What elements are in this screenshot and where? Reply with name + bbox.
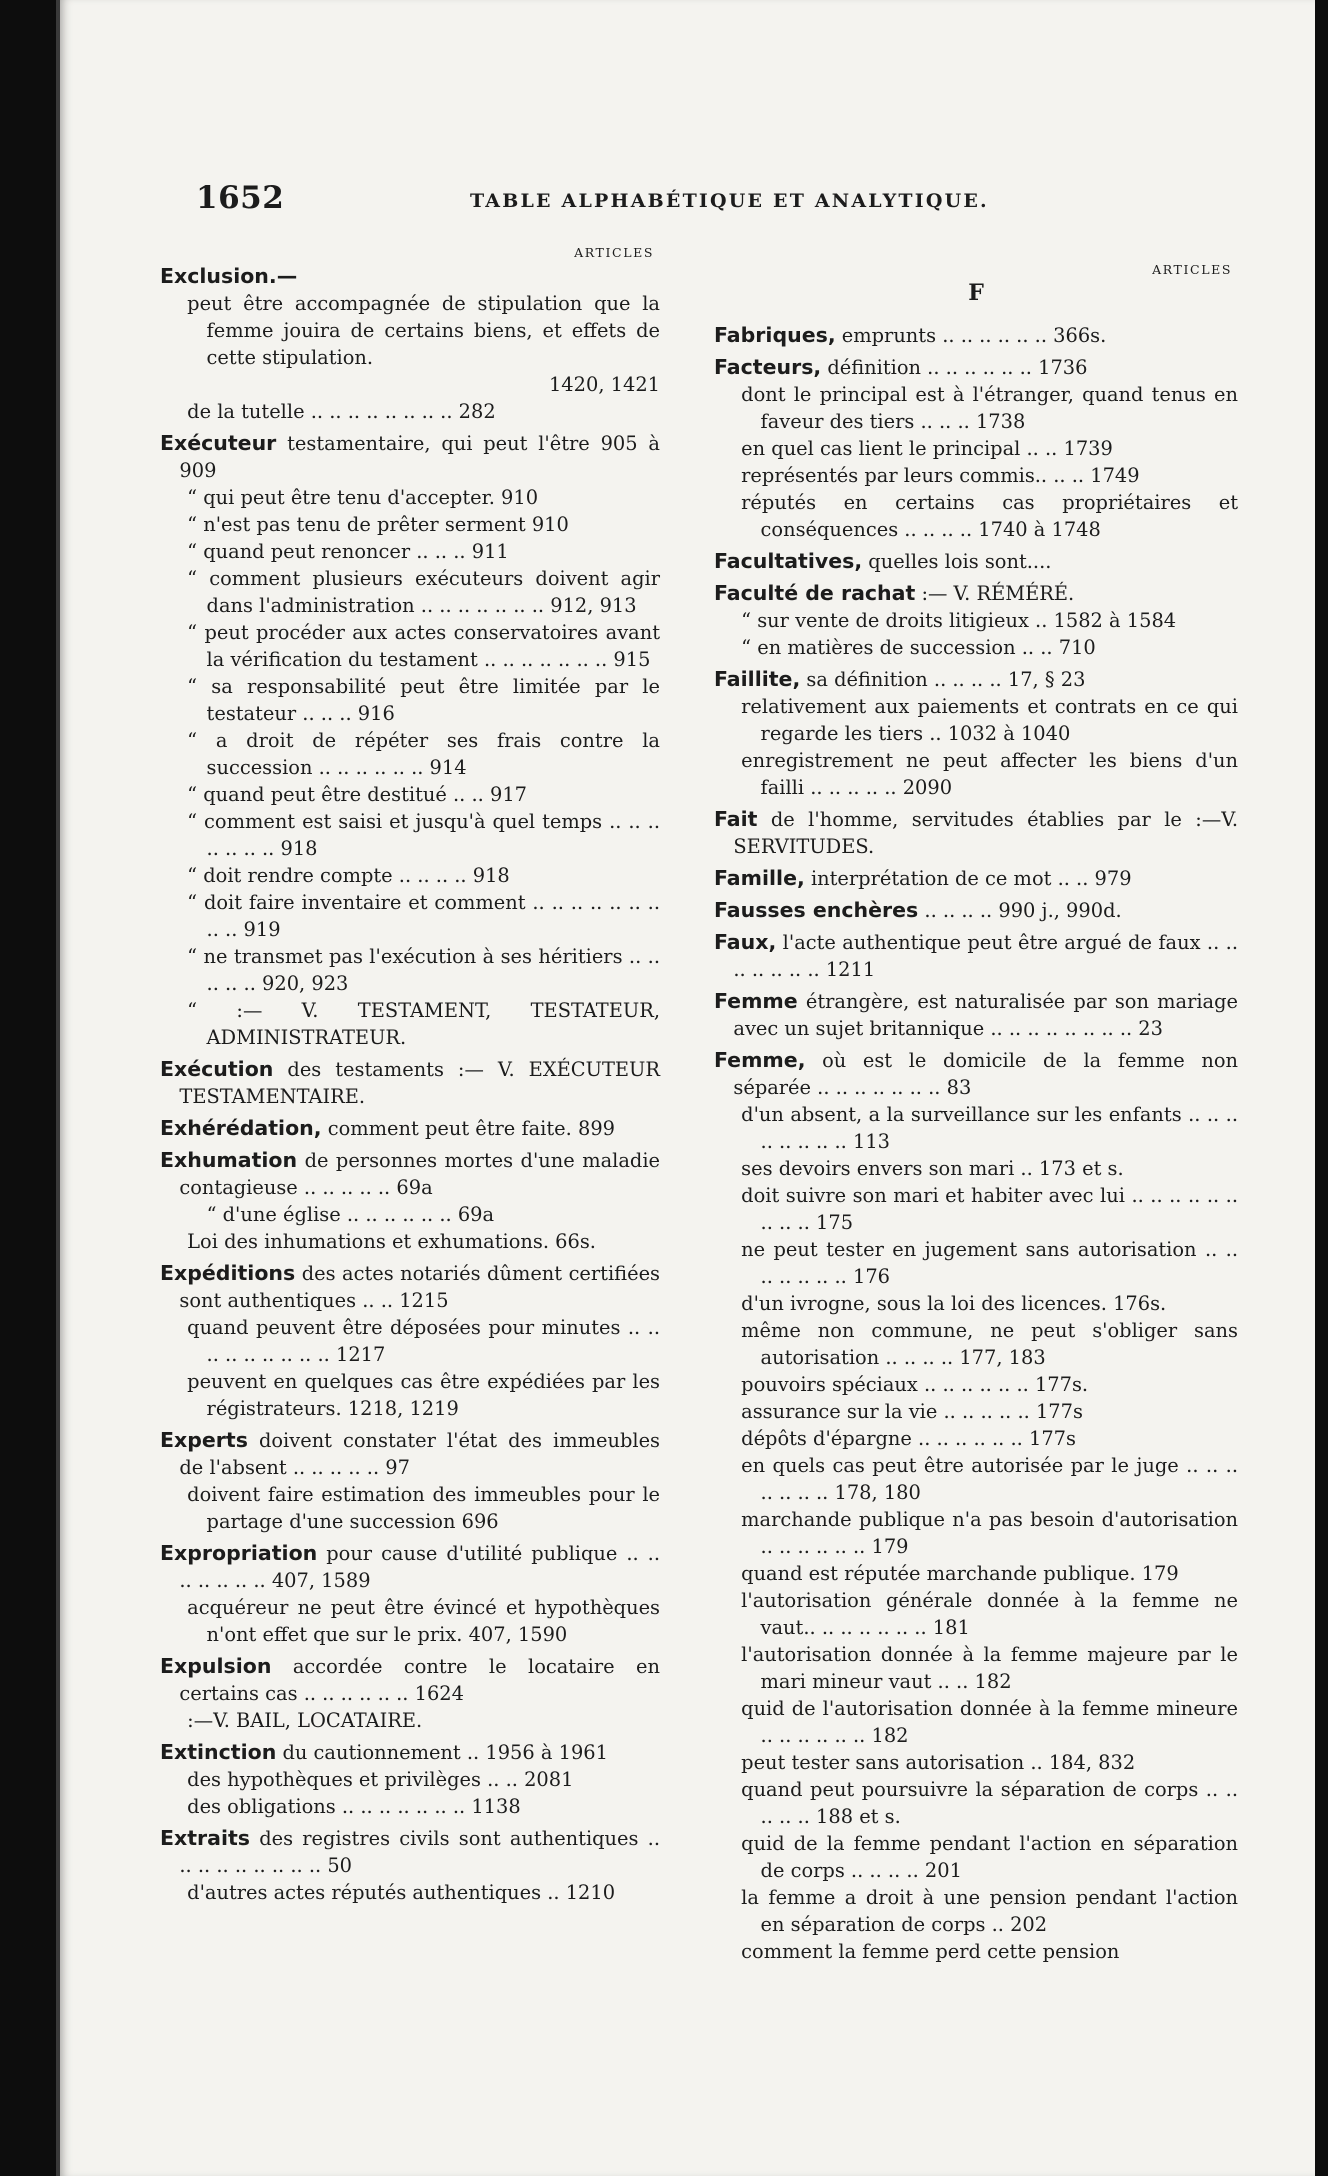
index-entry [160,619,660,673]
index-entry [160,1707,660,1734]
entry-term: Fabriques, [714,323,836,347]
entry-text: d'un ivrogne, sous la loi des licences. 176s. [741,1292,1167,1315]
entry-text: doivent faire estimation des immeubles pour le partage d'une succession 696 [187,1483,660,1533]
index-entry [160,1056,660,1110]
index-entry [714,354,1238,381]
index-entry [160,727,660,781]
index-entry [160,538,660,565]
articles-header-right: ARTICLES [1152,262,1232,277]
entry-text: “ sa responsabilité peut être limitée par le testateur .. .. .. 916 [187,675,660,725]
index-entry [714,1560,1238,1587]
index-entry [714,1830,1238,1884]
entry-term: Faux, [714,930,777,954]
entry-text: ne peut tester en jugement sans autorisation .. .. .. .. .. .. .. 176 [741,1238,1238,1288]
index-entry [714,1938,1238,1965]
entry-text: :— V. RÉMÉRÉ. [915,582,1075,605]
entry-text: “ quand peut renoncer .. .. .. 911 [187,540,509,563]
entry-text: l'autorisation générale donnée à la femme ne vaut.. .. .. .. .. .. .. 181 [741,1589,1238,1639]
entry-text: “ d'une église .. .. .. .. .. .. 69a [206,1203,495,1226]
index-entry [160,1228,660,1255]
entry-text: de personnes mortes d'une maladie contagieuse .. .. .. .. .. 69a [179,1149,660,1199]
entry-text: où est le domicile de la femme non séparée .. .. .. .. .. .. .. 83 [733,1049,1238,1099]
entry-term: Femme, [714,1048,806,1072]
index-entry [160,1368,660,1422]
index-entry [714,607,1238,634]
index-entry [160,1766,660,1793]
index-entry [160,1653,660,1707]
entry-term: Experts [160,1428,248,1452]
index-entry [714,435,1238,462]
index-entry [714,1236,1238,1290]
index-entry [160,565,660,619]
index-entry [714,1587,1238,1641]
index-entry [160,1594,660,1648]
entry-text: Loi des inhumations et exhumations. 66s. [187,1230,596,1253]
index-entry [160,889,660,943]
index-entry [160,1115,660,1142]
entry-term: Exhumation [160,1148,298,1172]
entry-text: l'acte authentique peut être argué de faux .. .. .. .. .. .. .. 1211 [733,931,1238,981]
index-entry [160,1427,660,1481]
index-entry [714,1884,1238,1938]
entry-term: Femme [714,989,798,1013]
entry-text: des registres civils sont authentiques .. .. .. .. .. .. .. .. .. 50 [179,1827,660,1877]
running-head: TABLE ALPHABÉTIQUE ET ANALYTIQUE. [470,190,989,212]
index-entry [714,666,1238,693]
index-entry [714,322,1238,349]
entry-text: testamentaire, qui peut l'être 905 à 909 [179,432,660,482]
section-letter: F [968,280,984,306]
entry-text: des testaments :— V. EXÉCUTEUR TESTAMENTAIRE. [179,1058,660,1108]
index-entry [160,398,660,425]
right-column [714,260,1238,1965]
entry-text: de la tutelle .. .. .. .. .. .. .. .. 282 [187,400,496,423]
entry-text: enregistrement ne peut affecter les biens d'un failli .. .. .. .. .. 2090 [741,749,1238,799]
index-entry [160,997,660,1051]
entry-text: peut tester sans autorisation .. 184, 832 [741,1751,1136,1774]
entry-text: dépôts d'épargne .. .. .. .. .. .. 177s [741,1427,1076,1450]
index-entry [714,1317,1238,1371]
index-entry [160,430,660,484]
entry-text: réputés en certains cas propriétaires et conséquences .. .. .. .. 1740 à 1748 [741,491,1238,541]
index-entry [714,1452,1238,1506]
index-entry [714,580,1238,607]
entry-text: “ comment est saisi et jusqu'à quel temps .. .. .. .. .. .. .. 918 [187,810,660,860]
index-entry [714,929,1238,983]
right-margin [1315,0,1328,2176]
entry-text: de l'homme, servitudes établies par le :—V. SERVITUDES. [733,808,1238,858]
index-entry [714,1398,1238,1425]
index-entry [714,1290,1238,1317]
entry-term: Exclusion.— [160,264,298,288]
right-entry-list [714,322,1238,1965]
index-entry [714,1749,1238,1776]
index-entry [714,1155,1238,1182]
entry-text: quid de l'autorisation donnée à la femme mineure .. .. .. .. .. .. 182 [741,1697,1238,1747]
entry-text: représentés par leurs commis.. .. .. 1749 [741,464,1140,487]
entry-text: marchande publique n'a pas besoin d'autorisation .. .. .. .. .. .. 179 [741,1508,1238,1558]
entry-text: “ doit faire inventaire et comment .. .. .. .. .. .. .. .. .. 919 [187,891,660,941]
entry-term: Expéditions [160,1261,296,1285]
index-entry [160,1540,660,1594]
entry-text: doivent constater l'état des immeubles de l'absent .. .. .. .. .. 97 [179,1429,660,1479]
entry-term: Facteurs, [714,355,822,379]
entry-text: ses devoirs envers son mari .. 173 et s. [741,1157,1124,1180]
index-entry [160,862,660,889]
index-entry [714,1506,1238,1560]
entry-text: “ qui peut être tenu d'accepter. 910 [187,486,539,509]
index-entry [714,1776,1238,1830]
index-entry [714,1047,1238,1101]
index-entry [714,897,1238,924]
index-entry [160,1825,660,1879]
entry-text: étrangère, est naturalisée par son mariage avec un sujet britannique .. .. .. .. .. .. .. .. 23 [733,990,1238,1040]
index-entry [160,371,660,398]
entry-term: Extinction [160,1740,277,1764]
entry-term: Exhérédation, [160,1116,322,1140]
index-entry [714,1695,1238,1749]
index-entry [714,548,1238,575]
index-entry [160,1739,660,1766]
entry-text: des hypothèques et privilèges .. .. 2081 [187,1768,574,1791]
entry-text: quand peut poursuivre la séparation de corps .. .. .. .. .. 188 et s. [741,1778,1238,1828]
entry-text: “ peut procéder aux actes conservatoires avant la vérification du testament .. .. .. .. .. .. .. 915 [187,621,660,671]
entry-text: pour cause d'utilité publique .. .. .. .. .. .. .. 407, 1589 [179,1542,660,1592]
articles-header-left: ARTICLES [574,245,654,260]
entry-text: acquéreur ne peut être évincé et hypothèques n'ont effet que sur le prix. 407, 1590 [187,1596,660,1646]
entry-term: Fausses enchères [714,898,919,922]
entry-text: peuvent en quelques cas être expédiées par les régistrateurs. 1218, 1219 [187,1370,660,1420]
entry-text: quand peuvent être déposées pour minutes .. .. .. .. .. .. .. .. .. 1217 [187,1316,660,1366]
entry-text: “ a droit de répéter ses frais contre la succession .. .. .. .. .. .. 914 [187,729,660,779]
entry-text: définition .. .. .. .. .. .. 1736 [821,356,1088,379]
index-entry [160,781,660,808]
index-entry [160,673,660,727]
left-column [160,243,660,1906]
index-entry [714,489,1238,543]
entry-term: Faillite, [714,667,801,691]
index-entry [714,865,1238,892]
index-entry [714,693,1238,747]
entry-text: comment peut être faite. 899 [321,1117,615,1140]
entry-text: accordée contre le locataire en certains cas .. .. .. .. .. .. 1624 [179,1655,660,1705]
entry-text: quelles lois sont.... [862,550,1052,573]
index-entry [160,1260,660,1314]
index-entry [160,1314,660,1368]
entry-text: quid de la femme pendant l'action en séparation de corps .. .. .. .. 201 [741,1832,1238,1882]
index-entry [714,1371,1238,1398]
index-entry [160,484,660,511]
entry-term: Fait [714,807,758,831]
entry-text: d'un absent, a la surveillance sur les enfants .. .. .. .. .. .. .. .. 113 [741,1103,1238,1153]
index-entry [160,1481,660,1535]
entry-text: :—V. BAIL, LOCATAIRE. [187,1709,423,1732]
entry-text: emprunts .. .. .. .. .. .. 366s. [835,324,1107,347]
entry-term: Faculté de rachat [714,581,916,605]
entry-term: Expropriation [160,1541,318,1565]
index-entry [714,1425,1238,1452]
index-entry [714,1182,1238,1236]
entry-text: des obligations .. .. .. .. .. .. .. 1138 [187,1795,521,1818]
page-number: 1652 [196,180,285,216]
entry-term: Facultatives, [714,549,863,573]
entry-text: la femme a droit à une pension pendant l'action en séparation de corps .. 202 [741,1886,1238,1936]
entry-text: sa définition .. .. .. .. 17, § 23 [800,668,1086,691]
entry-text: “ ne transmet pas l'exécution à ses héritiers .. .. .. .. .. 920, 923 [187,945,660,995]
index-entry [714,988,1238,1042]
index-entry [714,634,1238,661]
index-entry [160,808,660,862]
entry-term: Exécution [160,1057,274,1081]
entry-text: “ quand peut être destitué .. .. 917 [187,783,528,806]
entry-text: “ :— V. TESTAMENT, TESTATEUR, ADMINISTRATEUR. [187,999,660,1049]
entry-text: “ doit rendre compte .. .. .. .. 918 [187,864,510,887]
index-entry [714,747,1238,801]
entry-text: assurance sur la vie .. .. .. .. .. 177s [741,1400,1083,1423]
entry-text: doit suivre son mari et habiter avec lui .. .. .. .. .. .. .. .. .. 175 [741,1184,1238,1234]
index-entry [160,1879,660,1906]
index-entry [714,381,1238,435]
entry-term: Exécuteur [160,431,277,455]
left-entry-list [160,263,660,1906]
entry-text: comment la femme perd cette pension [741,1940,1120,1963]
entry-text: interprétation de ce mot .. .. 979 [804,867,1132,890]
index-entry [160,1147,660,1201]
entry-text: même non commune, ne peut s'obliger sans autorisation .. .. .. .. 177, 183 [741,1319,1238,1369]
entry-text: en quel cas lient le principal .. .. 1739 [741,437,1113,460]
entry-text: d'autres actes réputés authentiques .. 1210 [187,1881,616,1904]
entry-text: relativement aux paiements et contrats en ce qui regarde les tiers .. 1032 à 1040 [741,695,1238,745]
entry-term: Extraits [160,1826,250,1850]
index-entry [160,943,660,997]
index-entry [714,806,1238,860]
entry-text: “ en matières de succession .. .. 710 [741,636,1096,659]
entry-text: en quels cas peut être autorisée par le juge .. .. .. .. .. .. .. 178, 180 [741,1454,1238,1504]
index-entry [714,1641,1238,1695]
index-entry [714,1101,1238,1155]
index-entry [160,511,660,538]
index-entry [160,1793,660,1820]
entry-text: 1420, 1421 [548,373,660,396]
entry-text: l'autorisation donnée à la femme majeure par le mari mineur vaut .. .. 182 [741,1643,1238,1693]
entry-term: Famille, [714,866,805,890]
entry-text: “ comment plusieurs exécuteurs doivent agir dans l'administration .. .. .. .. .. .. .. 912, 913 [187,567,660,617]
entry-text: “ n'est pas tenu de prêter serment 910 [187,513,569,536]
entry-term: Expulsion [160,1654,272,1678]
entry-text: quand est réputée marchande publique. 179 [741,1562,1179,1585]
index-entry [714,462,1238,489]
entry-text: du cautionnement .. 1956 à 1961 [276,1741,608,1764]
index-entry [160,263,660,290]
entry-text: dont le principal est à l'étranger, quand tenus en faveur des tiers .. .. .. 1738 [741,383,1238,433]
index-entry [160,290,660,371]
entry-text: peut être accompagnée de stipulation que la femme jouira de certains biens, et effets de cette stipulation. [187,292,660,369]
entry-text: des actes notariés dûment certifiées sont authentiques .. .. 1215 [179,1262,660,1312]
index-entry [160,1201,660,1228]
entry-text: “ sur vente de droits litigieux .. 1582 à 1584 [741,609,1177,632]
entry-text: pouvoirs spéciaux .. .. .. .. .. .. 177s. [741,1373,1089,1396]
entry-text: .. .. .. .. 990 j., 990d. [918,899,1122,922]
